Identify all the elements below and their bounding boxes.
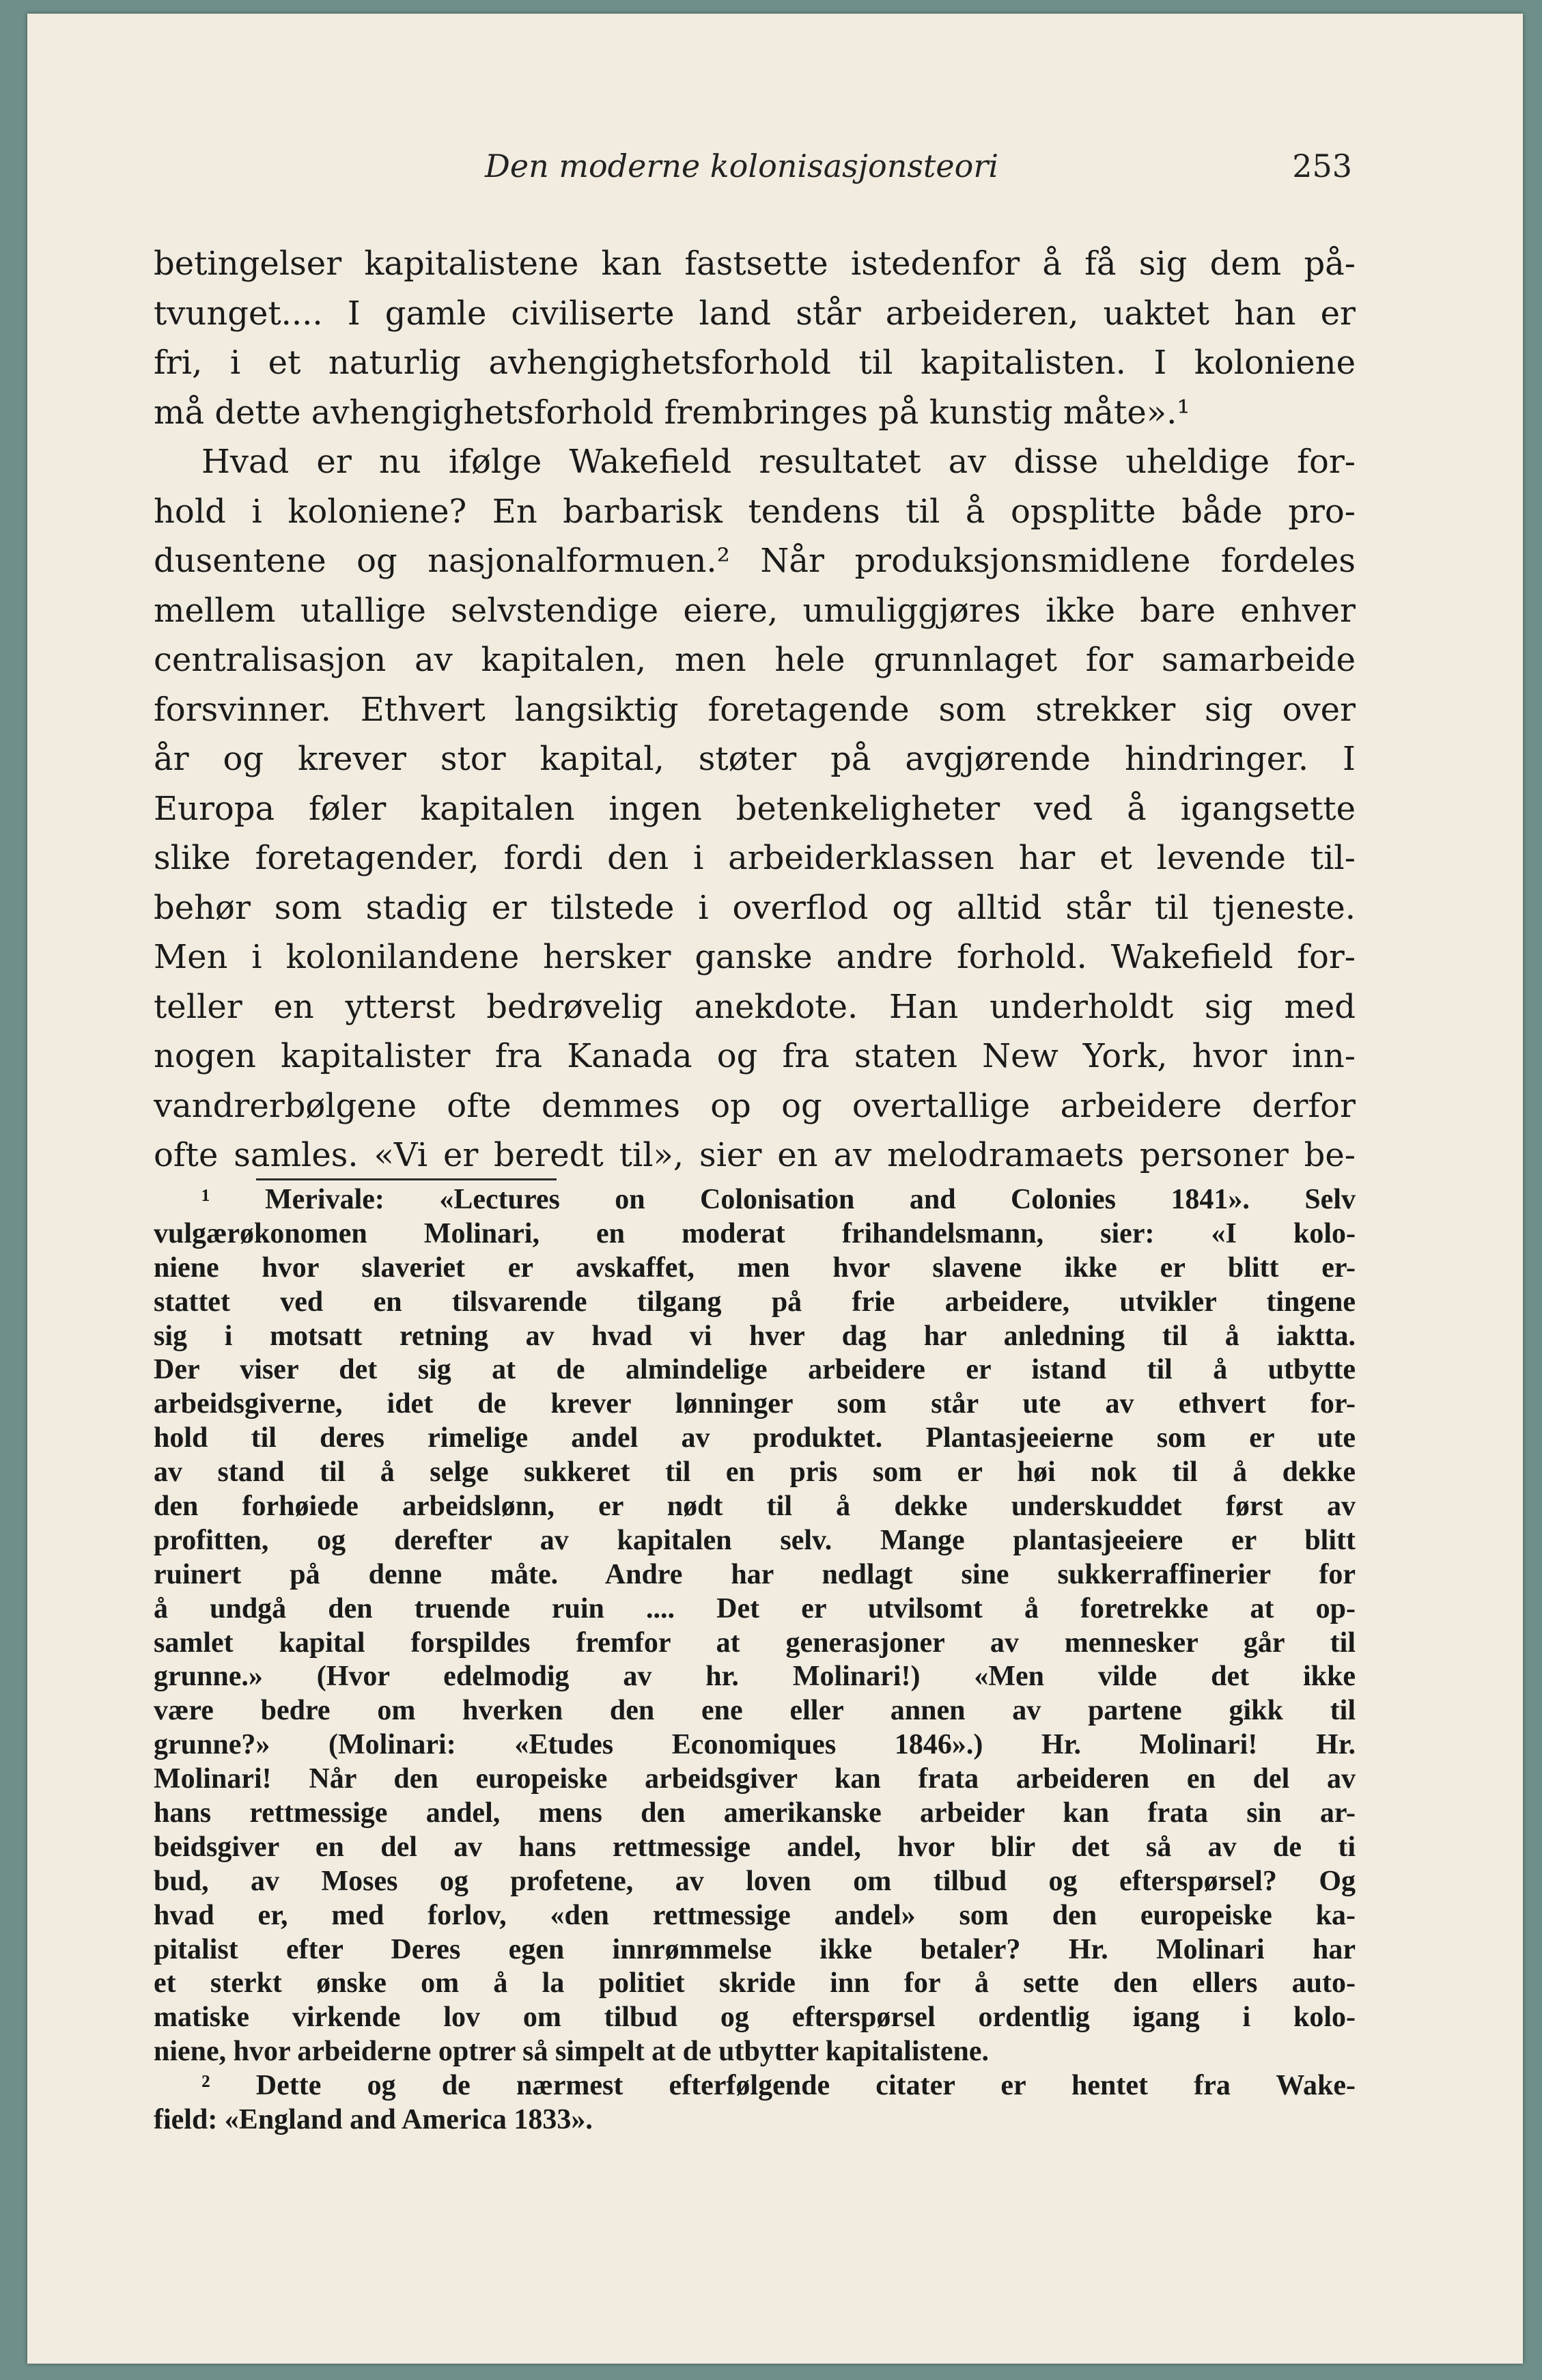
text-line: dusentene og nasjonalformuen.² Når produksjonsmidlene fordeles [154, 542, 1356, 580]
footnote-line: vulgærøkonomen Molinari, en moderat frihandelsmann, sier: «I kolo- [154, 1217, 1356, 1249]
text-line: år og krever stor kapital, støter på avgjørende hindringer. I [154, 740, 1356, 778]
text-line: centralisasjon av kapitalen, men hele grunnlaget for samarbeide [154, 641, 1356, 679]
text-line: betingelser kapitalistene kan fastsette istedenfor å få sig dem på- [154, 245, 1356, 283]
page-header [437, 148, 1352, 195]
footnote-line: beidsgiver en del av hans rettmessige andel, hvor blir det så av de ti [154, 1831, 1356, 1863]
text-line: tvunget.... I gamle civiliserte land står arbeideren, uaktet han er [154, 294, 1356, 333]
footnote-line: hvad er, med forlov, «den rettmessige andel» som den europeiske ka- [154, 1899, 1356, 1931]
footnote-line: være bedre om hverken den ene eller annen av partene gikk til [154, 1695, 1356, 1727]
footnote-line: å undgå den truende ruin .... Det er utvilsomt å foretrekke at op- [154, 1592, 1356, 1624]
footnote-line: niene, hvor arbeiderne optrer så simpelt at de utbytter kapitalistene. [154, 2036, 989, 2068]
text-line: behør som stadig er tilstede i overflod og alltid står til tjeneste. [154, 888, 1356, 927]
footnote-line: matiske virkende lov om tilbud og efterspørsel ordentlig igang i kolo- [154, 2002, 1356, 2034]
footnotes [154, 1183, 1356, 2137]
footnote-line: Molinari! Når den europeiske arbeidsgiver kan frata arbeideren en del av [154, 1763, 1356, 1795]
running-title: Den moderne kolonisasjonsteori [485, 148, 999, 184]
text-line: Europa føler kapitalen ingen betenkeligheter ved å igangsette [154, 789, 1356, 828]
book-page [27, 14, 1523, 2364]
footnote-line: pitalist efter Deres egen innrømmelse ikke betaler? Hr. Molinari har [154, 1933, 1356, 1965]
text-line: teller en ytterst bedrøvelig anekdote. Han underholdt sig med [154, 987, 1356, 1026]
text-line: hold i koloniene? En barbarisk tendens til å opsplitte både pro- [154, 492, 1356, 531]
footnote-line: ruinert på denne måte. Andre har nedlagt sine sukkerraffinerier for [154, 1558, 1356, 1590]
text-line: Hvad er nu ifølge Wakefield resultatet av disse uheldige for- [201, 443, 1356, 481]
text-line: nogen kapitalister fra Kanada og fra staten New York, hvor inn- [154, 1037, 1356, 1075]
footnote-line: av stand til å selge sukkeret til en pris som er høi nok til å dekke [154, 1456, 1356, 1489]
footnote-line: niene hvor slaveriet er avskaffet, men hvor slavene ikke er blitt er- [154, 1251, 1356, 1284]
footnote-line: den forhøiede arbeidslønn, er nødt til å dekke underskuddet først av [154, 1491, 1356, 1523]
footnote-line: sig i motsatt retning av hvad vi hver dag har anledning til å iaktta. [154, 1320, 1356, 1352]
footnote-line: et sterkt ønske om å la politiet skride inn for å sette den ellers auto- [154, 1967, 1356, 2000]
footnote-line: bud, av Moses og profetene, av loven om tilbud og efterspørsel? Og [154, 1865, 1356, 1897]
text-line: fri, i et naturlig avhengighetsforhold til kapitalisten. I koloniene [154, 344, 1356, 382]
footnote-line: ² Dette og de nærmest efterfølgende citater er hentet fra Wake- [201, 2070, 1356, 2102]
page-number: 253 [1292, 148, 1352, 184]
main-text [154, 239, 1356, 1180]
footnote-line: Der viser det sig at de almindelige arbeidere er istand til å utbytte [154, 1354, 1356, 1386]
footnote-line: stattet ved en tilsvarende tilgang på frie arbeidere, utvikler tingene [154, 1286, 1356, 1318]
footnote-line: grunne.» (Hvor edelmodig av hr. Molinari!) «Men vilde det ikke [154, 1661, 1356, 1693]
footnote-line: samlet kapital forspildes fremfor at generasjoner av mennesker går til [154, 1627, 1356, 1659]
text-line: slike foretagender, fordi den i arbeiderklassen har et levende til- [154, 839, 1356, 877]
footnote-line: arbeidsgiverne, idet de krever lønninger som står ute av ethvert for- [154, 1388, 1356, 1420]
footnote-line: field: «England and America 1833». [154, 2104, 593, 2136]
footnote-line: hans rettmessige andel, mens den amerikanske arbeider kan frata sin ar- [154, 1797, 1356, 1829]
text-line: vandrerbølgene ofte demmes op og overtallige arbeidere derfor [154, 1086, 1356, 1125]
footnote-divider [256, 1178, 557, 1180]
footnote-line: hold til deres rimelige andel av produktet. Plantasjeeierne som er ute [154, 1422, 1356, 1454]
text-line: må dette avhengighetsforhold frembringes på kunstig måte».¹ [154, 393, 1190, 432]
text-line: forsvinner. Ethvert langsiktig foretagende som strekker sig over [154, 690, 1356, 729]
text-line: ofte samles. «Vi er beredt til», sier en av melodramaets personer be- [154, 1136, 1356, 1174]
text-line: mellem utallige selvstendige eiere, umuliggjøres ikke bare enhver [154, 591, 1356, 630]
footnote-line: profitten, og derefter av kapitalen selv. Mange plantasjeeiere er blitt [154, 1524, 1356, 1556]
footnote-line: ¹ Merivale: «Lectures on Colonisation and Colonies 1841». Selv [201, 1184, 1356, 1215]
footnote-line: grunne?» (Molinari: «Etudes Economiques 1846».) Hr. Molinari! Hr. [154, 1729, 1356, 1761]
text-line: Men i kolonilandene hersker ganske andre forhold. Wakefield for- [154, 938, 1356, 976]
